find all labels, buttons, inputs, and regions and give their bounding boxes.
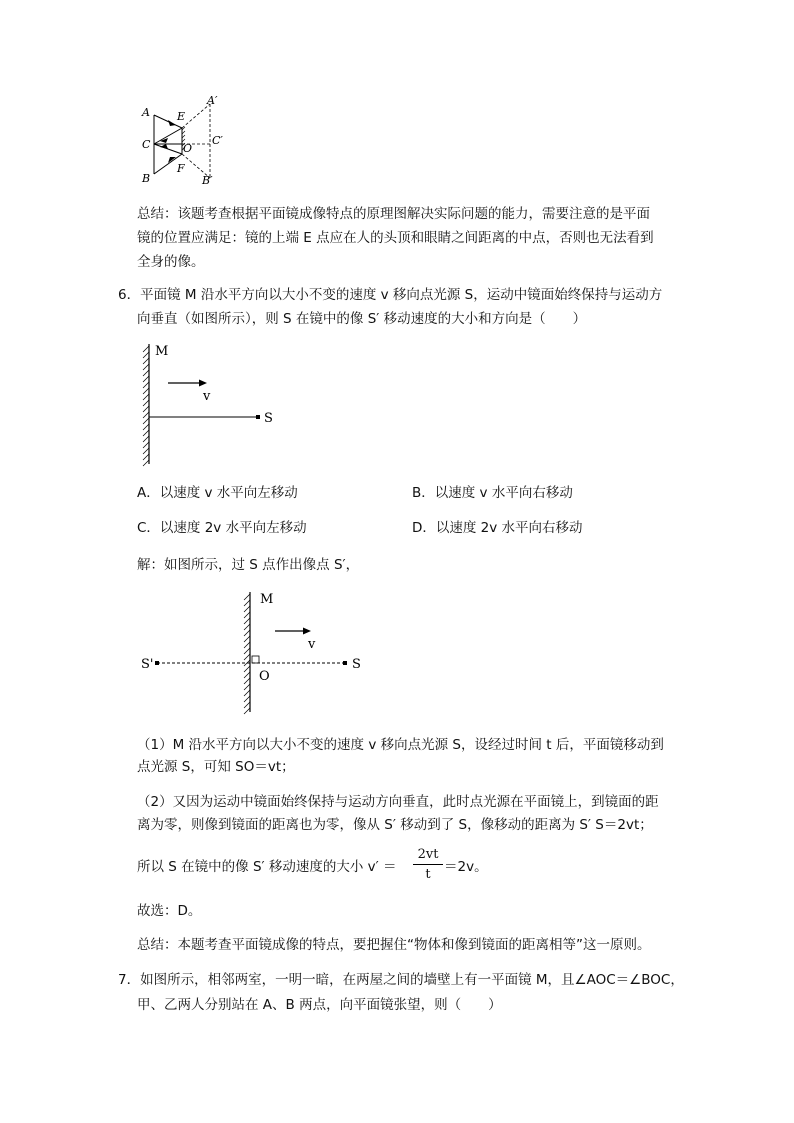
q7-stem-line2: 甲、乙两人分别站在 A、B 两点，向平面镜张望，则（ ） — [137, 997, 502, 1013]
q6-sol-label-v: v — [308, 637, 316, 652]
q6-fraction — [413, 846, 443, 883]
q6-fraction-denominator: t — [425, 867, 431, 882]
label-a-prime: A′ — [207, 94, 218, 107]
label-b: B — [142, 172, 151, 185]
q6-step2-line1: （2）又因为运动中镜面始终保持与运动方向垂直，此时点光源在平面镜上，到镜面的距 — [137, 794, 659, 810]
q6-sol-label-o: O — [259, 669, 270, 684]
label-f: F — [177, 162, 185, 175]
q6-solution-intro: 解：如图所示，过 S 点作出像点 S′， — [137, 557, 360, 573]
q6-stem-line1: 6．平面镜 M 沿水平方向以大小不变的速度 v 移向点光源 S，运动中镜面始终保持与运动方 — [118, 287, 663, 303]
q6-step1-line1: （1）M 沿水平方向以大小不变的速度 v 移向点光源 S，设经过时间 t 后，平面镜移动到 — [137, 737, 664, 753]
q7-stem-line1: 7．如图所示，相邻两室，一明一暗，在两屋之间的墙壁上有一平面镜 M，且∠AOC＝∠BOC， — [118, 972, 684, 988]
q6-option-d: D．以速度 2v 水平向右移动 — [412, 520, 583, 536]
q6-option-b: B．以速度 v 水平向右移动 — [412, 485, 573, 501]
q6-step2-line2: 离为零，则像到镜面的距离也为零，像从 S′ 移动到了 S，像移动的距离为 S′ S＝2vt； — [137, 817, 653, 833]
q6-figure — [135, 340, 285, 470]
q6-stem-line2: 向垂直（如图所示），则 S 在镜中的像 S′ 移动速度的大小和方向是（ ） — [137, 311, 587, 327]
q6-label-v: v — [203, 389, 211, 404]
q6-step1-line2: 点光源 S，可知 SO＝vt； — [137, 759, 295, 775]
label-e: E — [177, 110, 186, 123]
q6-summary: 总结：本题考查平面镜成像的特点，要把握住“物体和像到镜面的距离相等”这一原则。 — [137, 937, 651, 953]
label-c-prime: C′ — [212, 134, 223, 147]
q6-solution-figure — [135, 588, 375, 718]
q6-sol-label-s: S — [352, 657, 361, 672]
label-c: C — [142, 138, 151, 151]
q6-sol-label-s-prime: S' — [141, 657, 154, 672]
label-a: A — [142, 106, 150, 119]
q6-sol-label-m: M — [260, 592, 274, 607]
q6-conclusion-prefix: 所以 S 在镜中的像 S′ 移动速度的大小 v′ ＝ — [137, 859, 397, 875]
q6-conclusion-suffix: ＝2v。 — [444, 859, 488, 875]
mirror-reflection-figure — [130, 92, 240, 192]
summary1-line1: 总结：该题考查根据平面镜成像特点的原理图解决实际问题的能力，需要注意的是平面 — [137, 206, 650, 222]
label-o: O — [183, 142, 193, 155]
q6-option-a: A．以速度 v 水平向左移动 — [137, 485, 298, 501]
q6-fraction-numerator: 2vt — [417, 847, 439, 862]
q6-answer: 故选：D。 — [137, 903, 202, 919]
q6-label-s: S — [264, 411, 273, 426]
label-b-prime: B′ — [202, 174, 213, 187]
q6-label-m: M — [155, 344, 169, 359]
q6-option-c: C．以速度 2v 水平向左移动 — [137, 520, 307, 536]
summary1-line2: 镜的位置应满足：镜的上端 E 点应在人的头顶和眼睛之间距离的中点，否则也无法看到 — [137, 230, 654, 246]
summary1-line3: 全身的像。 — [137, 254, 205, 270]
